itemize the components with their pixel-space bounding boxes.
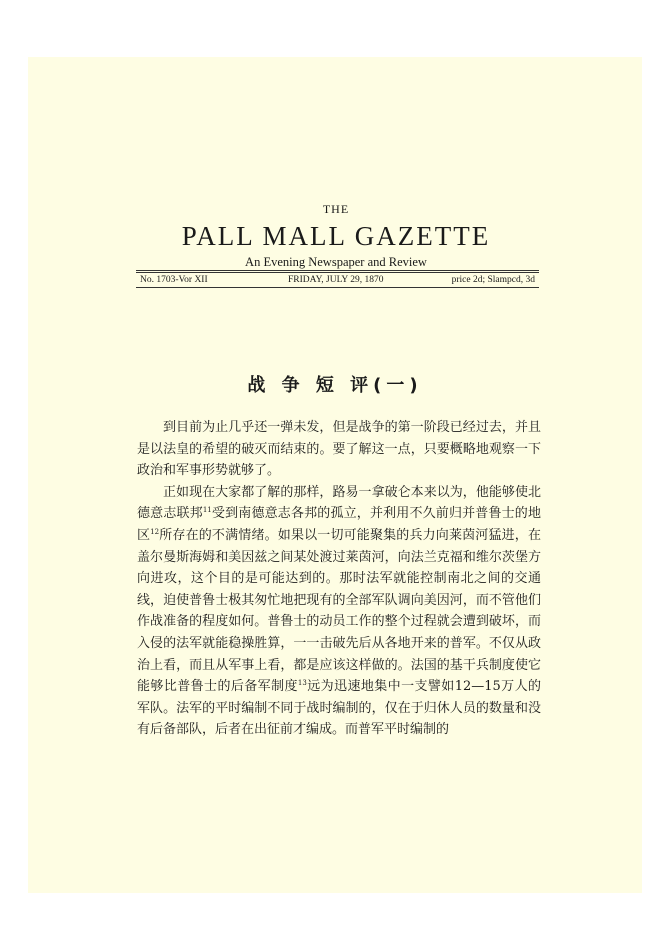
issue-date: FRIDAY, JULY 29, 1870 (288, 275, 384, 285)
issue-number: No. 1703-Vor XII (140, 275, 208, 285)
paragraph-2-part-d: 远为迅速地集中一支譬如12—15万人的军队。法军的平时编制不同于战时编制的，仅在于归休人员的数量和没有后备部队，后者在出征前才编成。而普军平时编制的 (137, 679, 541, 738)
masthead-the: THE (322, 202, 350, 216)
paragraph-2 (137, 482, 541, 741)
masthead (136, 202, 536, 270)
issue-price: price 2d; Slampcd, 3d (451, 275, 535, 285)
paragraph-2-part-a: 正如现在大家都了解的那样，路易一拿破仑本来以为，他能够使北德意志联邦 (137, 484, 541, 522)
newspaper-name: PALL MALL GAZETTE (181, 221, 491, 251)
paragraph-2-part-b: 受到南德意志各邦的孤立，并利用不久前归并普鲁士的地区 (137, 506, 541, 543)
footnote-12: 12 (150, 527, 160, 536)
paragraph-2-part-c: 所存在的不满情绪。如果以一切可能聚集的兵力向莱茵河猛进，在盖尔曼斯海姆和美因兹之间某处渡过莱茵河，向法兰克福和维尔茨堡方向进攻，这个目的是可能达到的。那时法军就能控制南北之间的交通线，迫使普鲁士极其匆忙地把现有的全部军队调向美因河，而不管他们作战准备的程度如何。普鲁士的动员工作的整个过程就会遭到破坏，而入侵的法军就能稳操胜算，一一击破先后从各地开来的普军。不仅从政治上看，而且从军事上看，都是应该这样做的。法国的基干兵制度使它能够比普鲁士的后备军制度 (137, 527, 541, 695)
page (28, 57, 642, 893)
footnote-13: 13 (297, 679, 307, 688)
paragraph-1: 到目前为止几乎还一弹未发，但是战争的第一阶段已经过去，并且是以法皇的希望的破灭而结束的。要了解这一点，只要概略地观察一下政治和军事形势就够了。 (137, 420, 541, 479)
footnote-11: 11 (202, 506, 212, 515)
dateline (136, 270, 539, 288)
article-title: 战 争 短 评(一) (247, 375, 423, 396)
article-body (137, 417, 541, 741)
newspaper-subtitle: An Evening Newspaper and Review (245, 255, 427, 269)
